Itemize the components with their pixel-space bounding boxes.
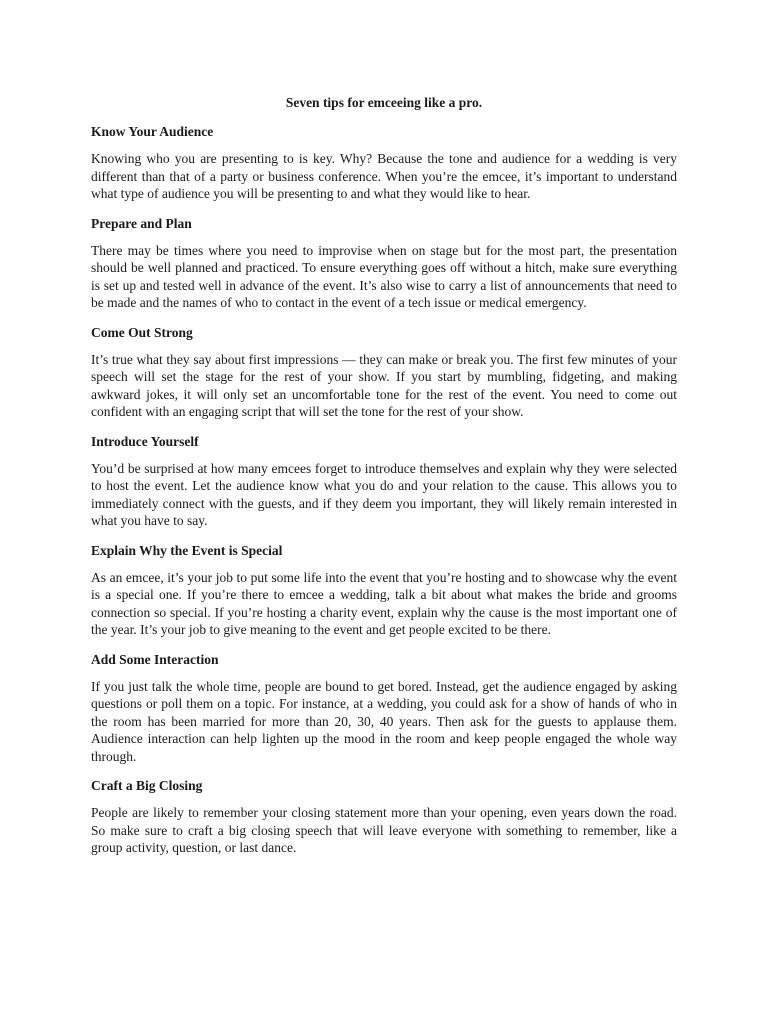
section-heading: Explain Why the Event is Special [91, 542, 283, 558]
section-heading: Prepare and Plan [91, 215, 192, 231]
section-heading: Craft a Big Closing [91, 778, 203, 793]
section-body: You’d be surprised at how many emcees forget to introduce themselves and explain why they were selected to host the event. Let the audience know what you do and your relation to the cause. This allows you to immediately connect with the guests, and if they deem you important, they will likely remain interested in what you have to say. [91, 460, 677, 528]
section-know-your-audience [91, 123, 677, 203]
section-body: As an emcee, it’s your job to put some life into the event that you’re hosting and to showcase why the event is a special one. If you’re there to emcee a wedding, talk a bit about what makes the bride and grooms connection so special. If you’re hosting a charity event, explain why the cause is the most important one of the year. It’s your job to give meaning to the event and get people excited to be there. [91, 569, 677, 637]
section-body: If you just talk the whole time, people are bound to get bored. Instead, get the audience engaged by asking questions or poll them on a topic. For instance, at a wedding, you could ask for a show of hands of who in the room has been married for more than 20, 30, 40 years. Then ask for the guests to applause them. Audience interaction can help lighten up the mood in the room and keep people engaged the whole way through. [91, 678, 677, 764]
section-heading: Know Your Audience [91, 124, 214, 139]
section-heading: Come Out Strong [91, 324, 193, 340]
section-heading: Add Some Interaction [91, 651, 219, 667]
section-add-some-interaction [91, 651, 677, 766]
section-prepare-and-plan [91, 215, 677, 312]
section-body: Knowing who you are presenting to is key. Why? Because the tone and audience for a wedding is very different than that of a party or business conference. When you’re the emcee, it’s important to understand what type of audience you will be presenting to and what they would like to hear. [91, 151, 677, 201]
document-content [91, 94, 677, 869]
section-body: People are likely to remember your closing statement more than your opening, even years down the road. So make sure to craft a big closing speech that will leave everyone with something to remember, like a group activity, question, or last dance. [91, 805, 677, 855]
section-body: There may be times where you need to improvise when on stage but for the most part, the presentation should be well planned and practiced. To ensure everything goes off without a hitch, make sure everything is set up and tested well in advance of the event. It’s also wise to carry a list of announcements that need to be made and the names of who to contact in the event of a tech issue or medical emergency. [91, 242, 677, 310]
section-heading: Introduce Yourself [91, 433, 199, 449]
section-come-out-strong [91, 324, 677, 421]
document-title: Seven tips for emceeing like a pro. [285, 95, 483, 110]
section-body: It’s true what they say about first impressions — they can make or break you. The first few minutes of your speech will set the stage for the rest of your show. If you start by mumbling, fidgeting, and making awkward jokes, it will only set an uncomfortable tone for the rest of the event. You need to come out confident with an engaging script that will set the tone for the rest of your show. [91, 351, 677, 419]
section-explain-why-special [91, 542, 677, 639]
section-introduce-yourself [91, 433, 677, 530]
section-craft-a-big-closing [91, 777, 677, 857]
